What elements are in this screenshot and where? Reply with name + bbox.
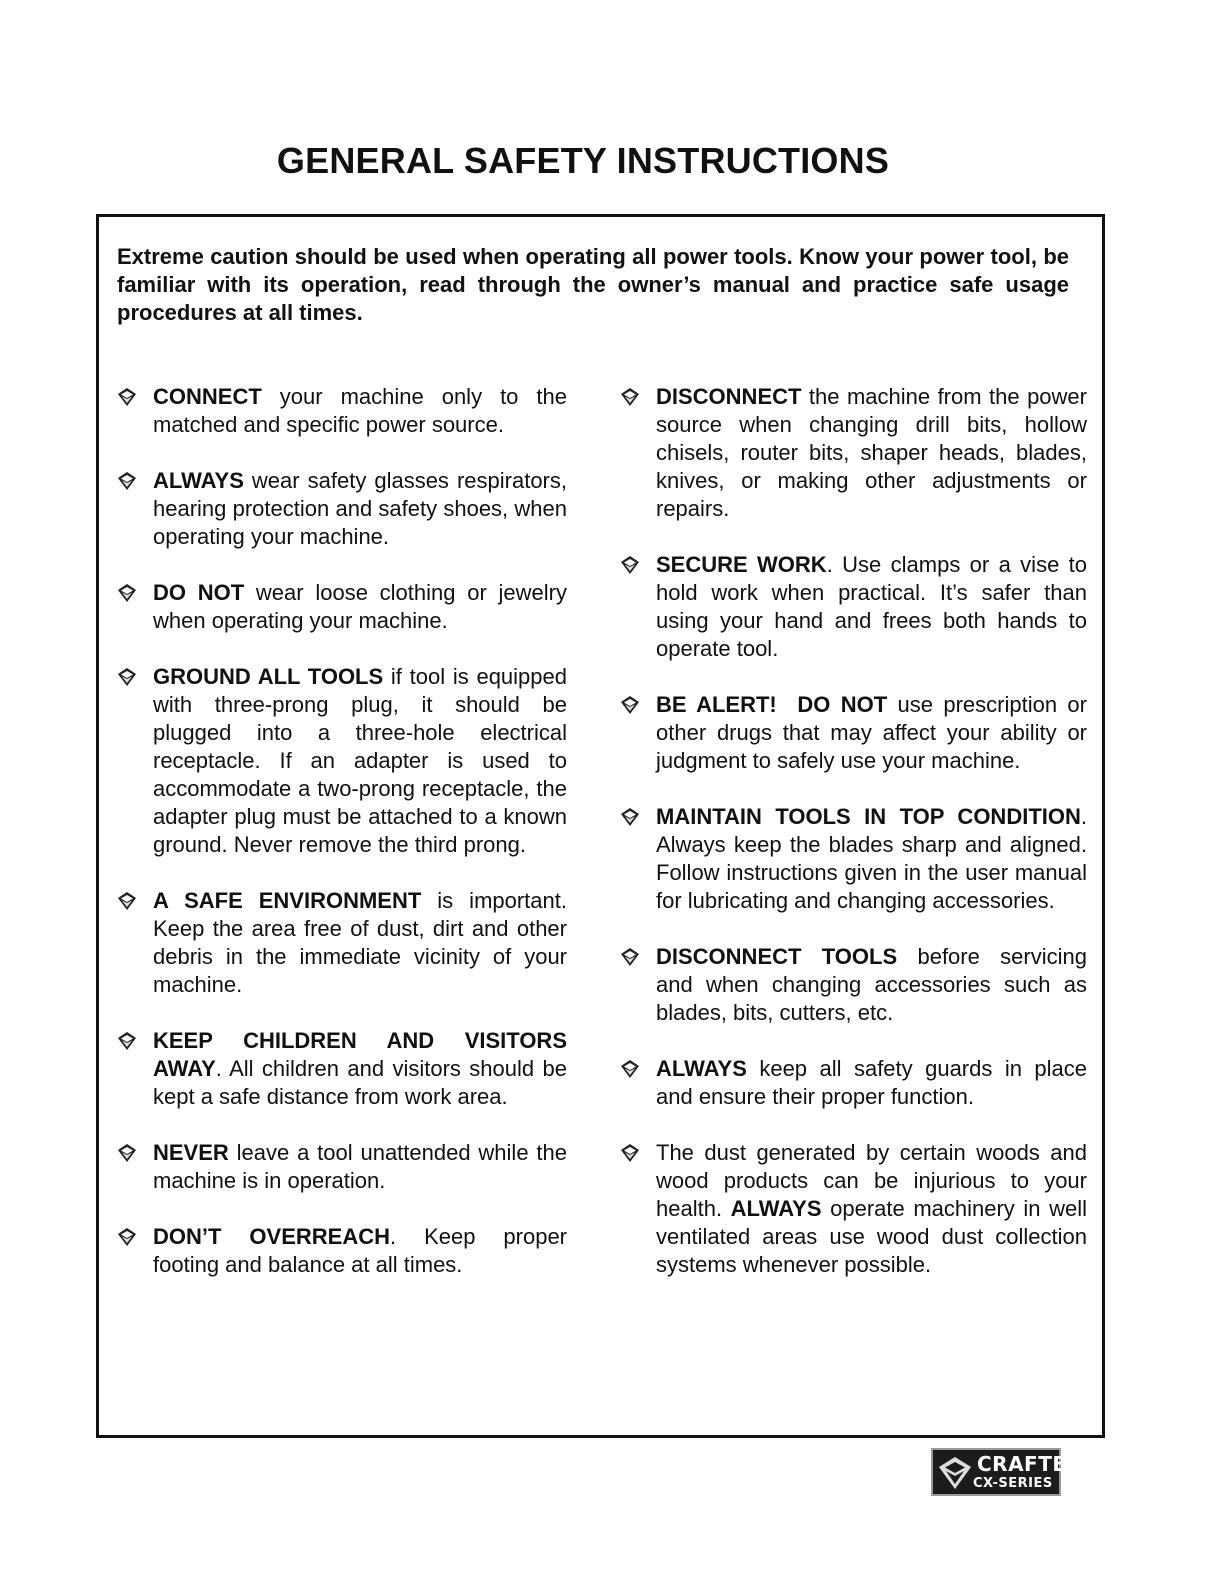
diamond-bullet-icon [117, 1227, 137, 1247]
instruction-item [117, 467, 567, 551]
item-text: wear loose clothing or jewelry when operating your machine. [153, 580, 567, 633]
item-lead: DISCONNECT [656, 384, 802, 409]
item-text: if tool is equipped with three-prong plug, it should be plugged into a three-hole electrical receptacle. If an adapter is used to accommodate a two-prong receptacle, the adapter plug must be attached to a known ground. Never remove the third prong. [153, 664, 567, 857]
diamond-bullet-icon [117, 891, 137, 911]
item-text: keep all safety guards in place and ensure their proper function. [656, 1056, 1087, 1109]
diamond-bullet-icon [117, 583, 137, 603]
item-text: use prescription or other drugs that may affect your ability or judgment to safely use your machine. [656, 692, 1087, 773]
item-lead: NEVER [153, 1140, 229, 1165]
diamond-bullet-icon [117, 1143, 137, 1163]
item-lead: DISCONNECT TOOLS [656, 944, 898, 969]
item-lead: DO NOT [153, 580, 245, 605]
item-lead: CONNECT [153, 384, 262, 409]
instruction-item [117, 1223, 567, 1279]
item-lead: DON’T OVERREACH [153, 1224, 390, 1249]
item-text: operate machinery in well ventilated areas use wood dust collection systems whenever possible. [656, 1196, 1087, 1277]
diamond-bullet-icon [117, 667, 137, 687]
item-text: is important. Keep the area free of dust, dirt and other debris in the immediate vicinity of your machine. [153, 888, 567, 997]
item-pre-text: The dust generated by certain woods and wood products can be injurious to your health. [656, 1140, 1087, 1221]
item-lead: GROUND ALL TOOLS [153, 664, 384, 689]
diamond-bullet-icon [620, 1059, 640, 1079]
item-text: before servicing and when changing accessories such as blades, bits, cutters, etc. [656, 944, 1087, 1025]
craftex-logo [931, 1448, 1083, 1496]
item-text: . Always keep the blades sharp and aligned. Follow instructions given in the user manual for lubricating and changing accessories. [656, 804, 1087, 913]
item-lead: ALWAYS [730, 1196, 822, 1221]
diamond-bullet-icon [620, 387, 640, 407]
safety-instructions-box [96, 214, 1105, 1438]
instruction-item [117, 1139, 567, 1195]
instruction-item [620, 383, 1087, 523]
item-lead: MAINTAIN TOOLS IN TOP CONDITION [656, 804, 1081, 829]
item-lead: SECURE WORK [656, 552, 827, 577]
item-lead: KEEP CHILDREN AND VISITORS AWAY [153, 1028, 567, 1081]
page-title: GENERAL SAFETY INSTRUCTIONS [276, 140, 890, 181]
instruction-item [620, 1139, 1087, 1279]
item-text: . Use clamps or a vise to hold work when practical. It’s safer than using your hand and frees both hands to operate tool. [656, 552, 1087, 661]
intro-paragraph: Extreme caution should be used when operating all power tools. Know your power tool, be familiar with its operation, read through the owner’s manual and practice safe usage procedures at all times. [117, 244, 1069, 325]
item-text: leave a tool unattended while the machine is in operation. [153, 1140, 567, 1193]
item-text: your machine only to the matched and specific power source. [153, 384, 567, 437]
instruction-item [117, 383, 567, 439]
logo-brand-text: CRAFTEX [977, 1452, 1083, 1476]
diamond-bullet-icon [117, 471, 137, 491]
diamond-bullet-icon [620, 947, 640, 967]
item-lead: A SAFE ENVIRONMENT [153, 888, 422, 913]
item-text: wear safety glasses respirators, hearing protection and safety shoes, when operating your machine. [153, 468, 567, 549]
item-text: the machine from the power source when changing drill bits, hollow chisels, router bits, shaper heads, blades, knives, or making other adjustments or repairs. [656, 384, 1087, 521]
diamond-bullet-icon [117, 1031, 137, 1051]
diamond-bullet-icon [620, 695, 640, 715]
instruction-item [117, 663, 567, 859]
instruction-item [620, 803, 1087, 915]
instruction-item [620, 691, 1087, 775]
item-lead: BE ALERT! DO NOT [656, 692, 888, 717]
left-column [117, 383, 567, 1279]
item-lead: ALWAYS [153, 468, 244, 493]
item-text: . Keep proper footing and balance at all times. [153, 1224, 568, 1277]
item-text: . All children and visitors should be kept a safe distance from work area. [153, 1056, 567, 1109]
diamond-bullet-icon [620, 555, 640, 575]
diamond-bullet-icon [620, 1143, 640, 1163]
instruction-item [620, 943, 1087, 1027]
diamond-bullet-icon [117, 387, 137, 407]
instruction-item [117, 1027, 567, 1111]
instruction-item [117, 887, 567, 999]
item-lead: ALWAYS [656, 1056, 747, 1081]
instruction-item [620, 1055, 1087, 1111]
instruction-item [620, 551, 1087, 663]
diamond-bullet-icon [620, 807, 640, 827]
right-column [620, 383, 1087, 1279]
instruction-item [117, 579, 567, 635]
logo-series-text: CX-SERIES [973, 1476, 1053, 1491]
craftex-logo-icon [937, 1455, 973, 1491]
